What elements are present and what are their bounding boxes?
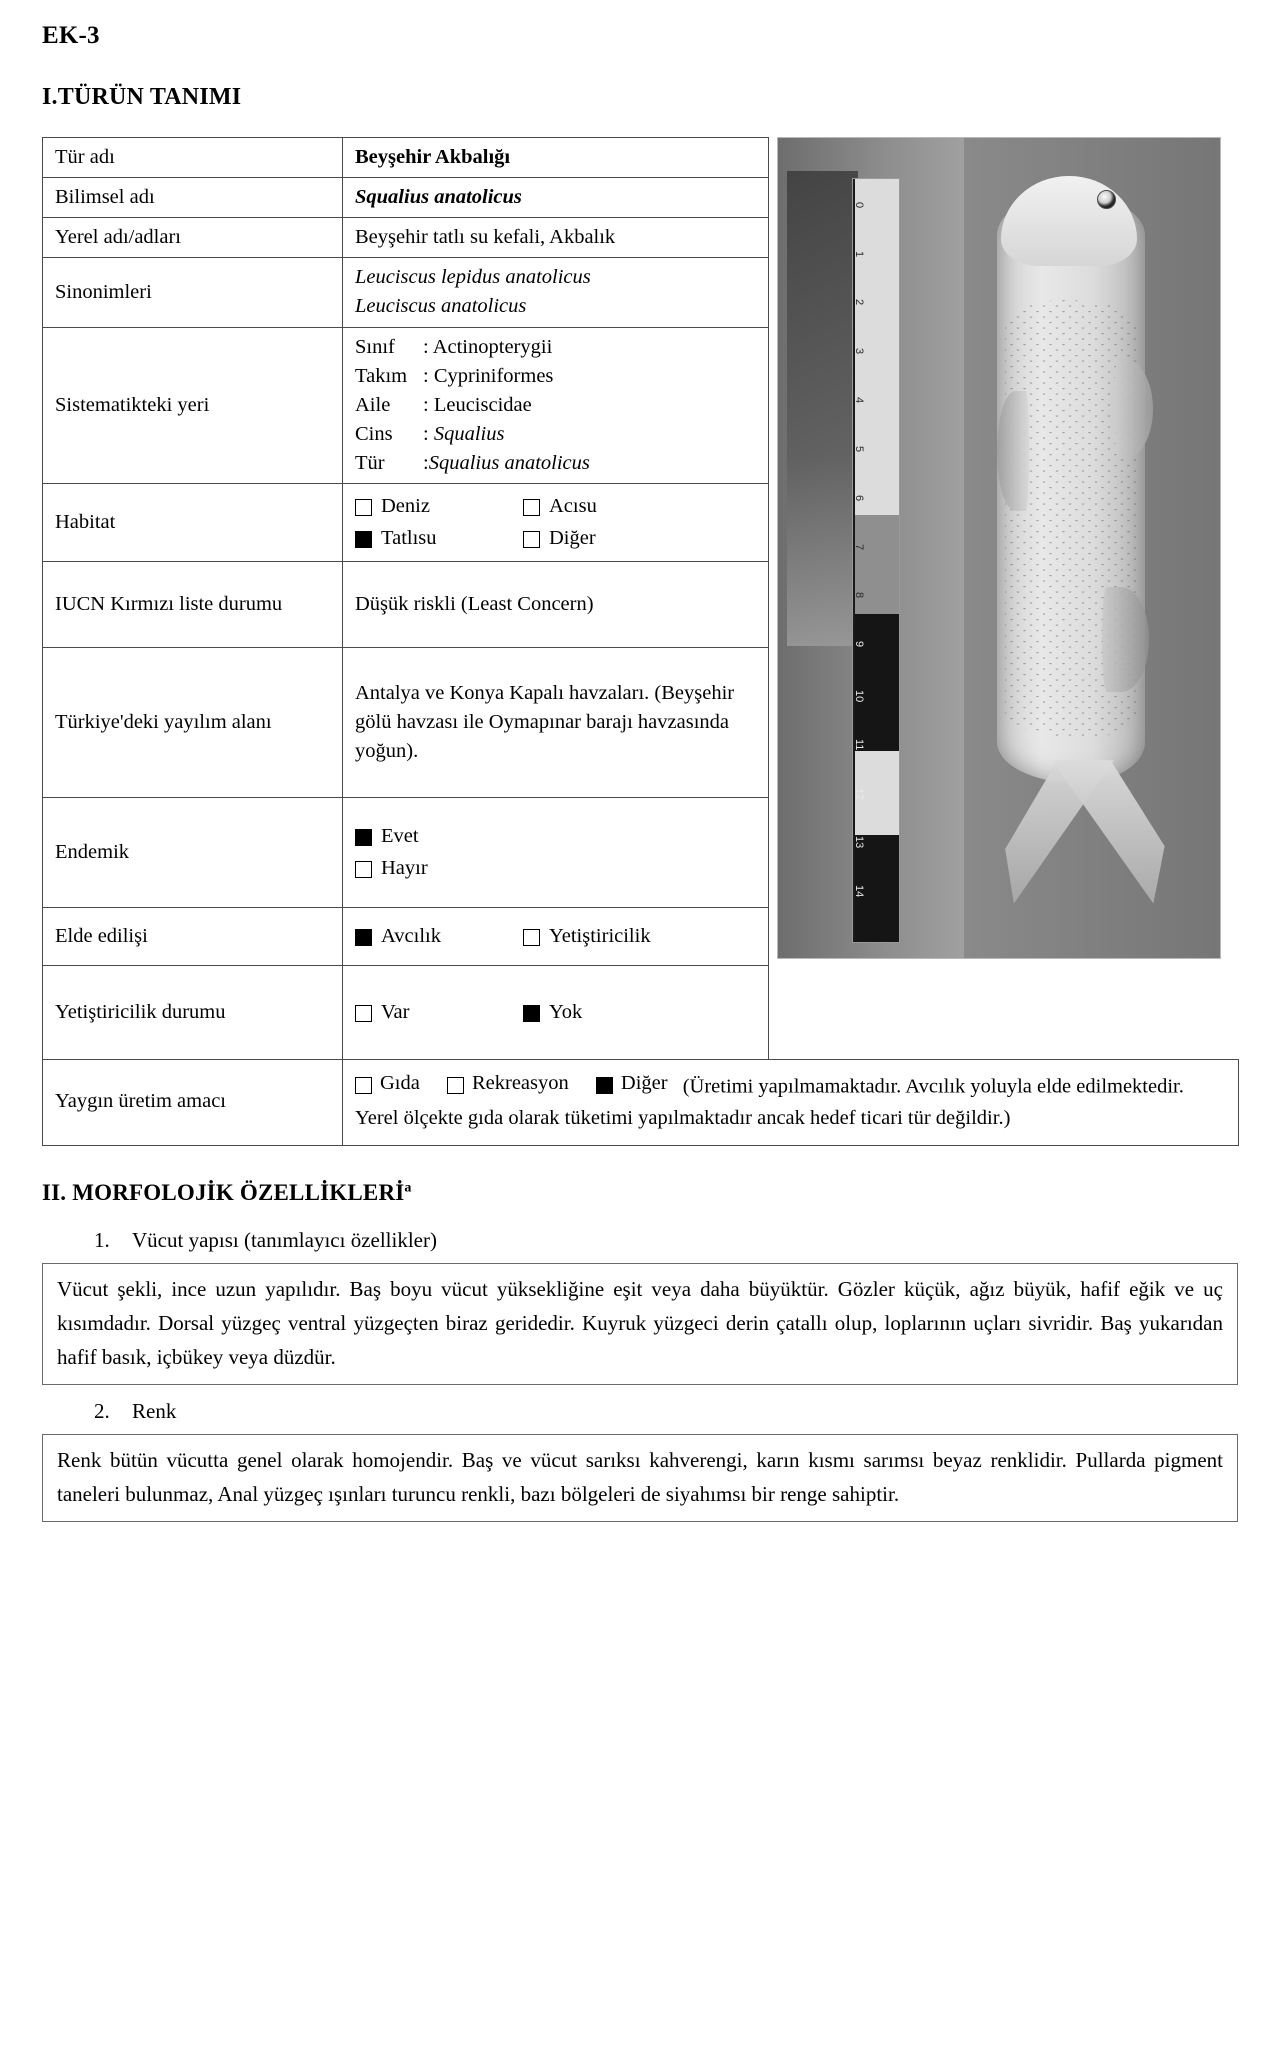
checkbox-icon[interactable] bbox=[523, 929, 540, 946]
row-value-yerel-adi: Beyşehir tatlı su kefali, Akbalık bbox=[343, 218, 769, 258]
row-label-elde-edilisi: Elde edilişi bbox=[43, 908, 343, 966]
checkbox-habitat-acisu[interactable] bbox=[523, 492, 597, 521]
ruler-tick-14: 14 bbox=[853, 885, 866, 898]
item-title: Vücut yapısı (tanımlayıcı özellikler) bbox=[132, 1228, 437, 1253]
yetistiricilik-row bbox=[355, 998, 758, 1027]
table-row bbox=[43, 966, 769, 1060]
item-title: Renk bbox=[132, 1399, 177, 1424]
row-label-yetistiricilik-durumu: Yetiştiricilik durumu bbox=[43, 966, 343, 1060]
taxonomy-rank: Takım bbox=[355, 364, 408, 387]
taxonomy-name: Squalius anatolicus bbox=[428, 451, 590, 474]
species-photo bbox=[777, 137, 1221, 959]
table-row bbox=[43, 484, 769, 562]
ruler-tick-13: 13 bbox=[853, 836, 866, 849]
taxonomy-line-takim bbox=[355, 362, 758, 391]
ruler-tick-12: 12 bbox=[853, 787, 866, 800]
row-value-bilimsel-adi: Squalius anatolicus bbox=[343, 178, 769, 218]
checkbox-label: Evet bbox=[381, 825, 419, 848]
row-label-endemik: Endemik bbox=[43, 798, 343, 908]
item-number: 1. bbox=[94, 1228, 110, 1253]
checkbox-endemik-hayir[interactable] bbox=[355, 854, 428, 883]
table-row bbox=[43, 327, 769, 484]
taxonomy-line-cins bbox=[355, 420, 758, 449]
checkbox-habitat-deniz[interactable] bbox=[355, 492, 523, 521]
endemik-row-1 bbox=[355, 822, 758, 851]
taxonomy-separator: : bbox=[423, 335, 429, 358]
taxonomy-name: Squalius bbox=[433, 422, 505, 445]
morphology-item-2 bbox=[94, 1399, 1238, 1424]
table-row bbox=[43, 562, 769, 648]
ruler-tick-3: 3 bbox=[853, 348, 866, 355]
row-value-taxonomy bbox=[343, 327, 769, 484]
row-value-sinonimleri bbox=[343, 258, 769, 327]
checkbox-checked-icon[interactable] bbox=[596, 1077, 613, 1094]
row-label-sistematikteki-yeri: Sistematikteki yeri bbox=[43, 327, 343, 484]
row-value-tur-adi: Beyşehir Akbalığı bbox=[343, 138, 769, 178]
section-2-heading bbox=[42, 1180, 1238, 1206]
checkbox-yetistiricilik-var[interactable] bbox=[355, 998, 523, 1027]
row-label-sinonimleri: Sinonimleri bbox=[43, 258, 343, 327]
checkbox-icon[interactable] bbox=[523, 531, 540, 548]
checkbox-label: Tatlısu bbox=[381, 527, 437, 550]
habitat-row-1 bbox=[355, 492, 758, 521]
taxonomy-rank: Tür bbox=[355, 451, 385, 474]
checkbox-icon[interactable] bbox=[355, 1005, 372, 1022]
ruler-segment-black bbox=[855, 614, 899, 751]
ruler-tick-9: 9 bbox=[853, 641, 866, 648]
taxonomy-name: Leuciscidae bbox=[433, 393, 532, 416]
taxonomy-separator: : bbox=[423, 393, 429, 416]
elde-edilisi-row bbox=[355, 922, 758, 951]
checkbox-label: Acısu bbox=[549, 495, 597, 518]
production-purpose-table bbox=[42, 1059, 1239, 1146]
taxonomy-rank: Aile bbox=[355, 393, 391, 416]
taxonomy-name: Actinopterygii bbox=[432, 335, 553, 358]
row-value-elde-edilisi bbox=[343, 908, 769, 966]
section-2-title: II. MORFOLOJİK ÖZELLİKLERİ bbox=[42, 1180, 405, 1206]
table-row bbox=[43, 1060, 1239, 1146]
ruler-tick-8: 8 bbox=[853, 592, 866, 599]
ruler-tick-4: 4 bbox=[853, 397, 866, 404]
checkbox-checked-icon[interactable] bbox=[355, 929, 372, 946]
checkbox-icon[interactable] bbox=[355, 499, 372, 516]
row-label-bilimsel-adi: Bilimsel adı bbox=[43, 178, 343, 218]
morphology-paragraph-2: Renk bütün vücutta genel olarak homojendir. Baş ve vücut sarıksı kahverengi, karın kısmı sarımsı beyaz renklidir. Pullarda pigment taneleri bulunmaz, Anal yüzgeç ışınları turuncu renkli, bazı bölgeleri de siyahımsı bir renge sahiptir. bbox=[42, 1434, 1238, 1522]
taxonomy-separator: : bbox=[423, 422, 429, 445]
synonym-line-2: Leuciscus anatolicus bbox=[355, 295, 527, 318]
checkbox-checked-icon[interactable] bbox=[355, 829, 372, 846]
checkbox-label: Var bbox=[381, 1001, 410, 1024]
fish-specimen bbox=[986, 164, 1180, 918]
checkbox-label: Deniz bbox=[381, 495, 430, 518]
row-value-yayilim: Antalya ve Konya Kapalı havzaları. (Beyşehir gölü havzası ile Oymapınar barajı havzasında yoğun). bbox=[343, 648, 769, 798]
row-label-yerel-adi: Yerel adı/adları bbox=[43, 218, 343, 258]
species-info-table bbox=[42, 137, 769, 1060]
checkbox-label: Rekreasyon bbox=[471, 1072, 569, 1095]
checkbox-endemik-evet[interactable] bbox=[355, 822, 419, 851]
synonym-line-1: Leuciscus lepidus anatolicus bbox=[355, 266, 591, 289]
taxonomy-rank: Cins bbox=[355, 422, 393, 445]
taxonomy-separator: : bbox=[423, 451, 429, 474]
morphology-paragraph-1: Vücut şekli, ince uzun yapılıdır. Baş boyu vücut yüksekliğine eşit veya daha büyüktür. Gözler küçük, ağız büyük, hafif eğik ve uç kısımdadır. Dorsal yüzgeç ventral yüzgeçten biraz geridedir. Kuyruk yüzgeci derin çatallı olup, loplarının uçları sivridir. Baş yukarıdan hafif basık, içbükey veya düzdür. bbox=[42, 1263, 1238, 1385]
row-label-iucn: IUCN Kırmızı liste durumu bbox=[43, 562, 343, 648]
table-row bbox=[43, 648, 769, 798]
species-info-block bbox=[42, 137, 1238, 1060]
photo-shadow-strip bbox=[787, 171, 858, 647]
row-label-yaygin-uretim-amaci: Yaygın üretim amacı bbox=[43, 1060, 343, 1146]
row-value-yaygin-uretim-amaci bbox=[343, 1060, 1239, 1146]
ruler-tick-5: 5 bbox=[853, 445, 866, 453]
table-row bbox=[43, 218, 769, 258]
ruler-tick-10: 10 bbox=[853, 689, 866, 703]
checkbox-label: Diğer bbox=[549, 527, 596, 550]
checkbox-icon[interactable] bbox=[523, 499, 540, 516]
checkbox-uretim-rekreasyon[interactable] bbox=[447, 1068, 569, 1100]
checkbox-checked-icon[interactable] bbox=[355, 531, 372, 548]
checkbox-icon[interactable] bbox=[447, 1077, 464, 1094]
row-label-tur-adi: Tür adı bbox=[43, 138, 343, 178]
row-value-habitat bbox=[343, 484, 769, 562]
measuring-ruler bbox=[853, 179, 899, 942]
taxonomy-line-aile bbox=[355, 391, 758, 420]
row-label-yayilim: Türkiye'deki yayılım alanı bbox=[43, 648, 343, 798]
endemik-row-2 bbox=[355, 854, 758, 883]
ruler-tick-1: 1 bbox=[853, 250, 866, 257]
row-label-habitat: Habitat bbox=[43, 484, 343, 562]
ruler-tick-2: 2 bbox=[853, 299, 866, 306]
ruler-tick-11: 11 bbox=[853, 738, 866, 751]
fish-caudal-fin-lower bbox=[1052, 760, 1165, 903]
table-row bbox=[43, 258, 769, 327]
section-1-heading: I.TÜRÜN TANIMI bbox=[42, 84, 242, 110]
checkbox-icon[interactable] bbox=[355, 1077, 372, 1094]
table-row bbox=[43, 178, 769, 218]
fish-eye bbox=[1097, 190, 1116, 209]
ruler-tick-0: 0 bbox=[853, 201, 866, 208]
table-row bbox=[43, 908, 769, 966]
ruler-tick-6: 6 bbox=[853, 494, 866, 501]
checkbox-elde-yetistiricilik[interactable] bbox=[523, 922, 651, 951]
checkbox-uretim-gida[interactable] bbox=[355, 1068, 420, 1100]
checkbox-elde-avcilik[interactable] bbox=[355, 922, 523, 951]
table-row bbox=[43, 798, 769, 908]
morphology-item-1 bbox=[94, 1228, 1238, 1253]
checkbox-label: Avcılık bbox=[381, 925, 441, 948]
habitat-row-2 bbox=[355, 524, 758, 553]
row-value-yetistiricilik-durumu bbox=[343, 966, 769, 1060]
taxonomy-separator: : bbox=[423, 364, 429, 387]
document-tag: EK-3 bbox=[42, 22, 100, 49]
checkbox-habitat-diger[interactable] bbox=[523, 524, 596, 553]
checkbox-uretim-diger[interactable] bbox=[596, 1068, 668, 1100]
row-value-endemik bbox=[343, 798, 769, 908]
row-value-iucn: Düşük riskli (Least Concern) bbox=[343, 562, 769, 648]
checkbox-icon[interactable] bbox=[355, 861, 372, 878]
section-2-footnote-marker: a bbox=[404, 1180, 412, 1196]
ruler-tick-7: 7 bbox=[853, 543, 866, 550]
item-number: 2. bbox=[94, 1399, 110, 1424]
fish-head bbox=[1001, 176, 1137, 267]
table-row bbox=[43, 138, 769, 178]
fish-pectoral-fin bbox=[1114, 360, 1153, 458]
ruler-segment-gray bbox=[855, 515, 899, 614]
checkbox-yetistiricilik-yok[interactable] bbox=[523, 998, 582, 1027]
taxonomy-line-sinif bbox=[355, 333, 758, 362]
checkbox-label: Yok bbox=[549, 1001, 583, 1024]
production-purpose-note: (Üretimi yapılmamaktadır. Avcılık yoluyla elde edilmektedir. Yerel ölçekte gıda olarak tüketimi yapılmaktadır ancak hedef ticari tür değildir.) bbox=[355, 1075, 1184, 1130]
checkbox-label: Hayır bbox=[381, 857, 428, 880]
checkbox-label: Diğer bbox=[620, 1072, 668, 1095]
fish-dorsal-fin bbox=[997, 391, 1028, 512]
taxonomy-name: Cypriniformes bbox=[433, 364, 554, 387]
checkbox-label: Yetiştiricilik bbox=[549, 925, 651, 948]
taxonomy-rank: Sınıf bbox=[355, 335, 395, 358]
checkbox-habitat-tatlisu[interactable] bbox=[355, 524, 523, 553]
checkbox-label: Gıda bbox=[380, 1072, 420, 1095]
checkbox-checked-icon[interactable] bbox=[523, 1005, 540, 1022]
taxonomy-line-tur bbox=[355, 449, 758, 478]
